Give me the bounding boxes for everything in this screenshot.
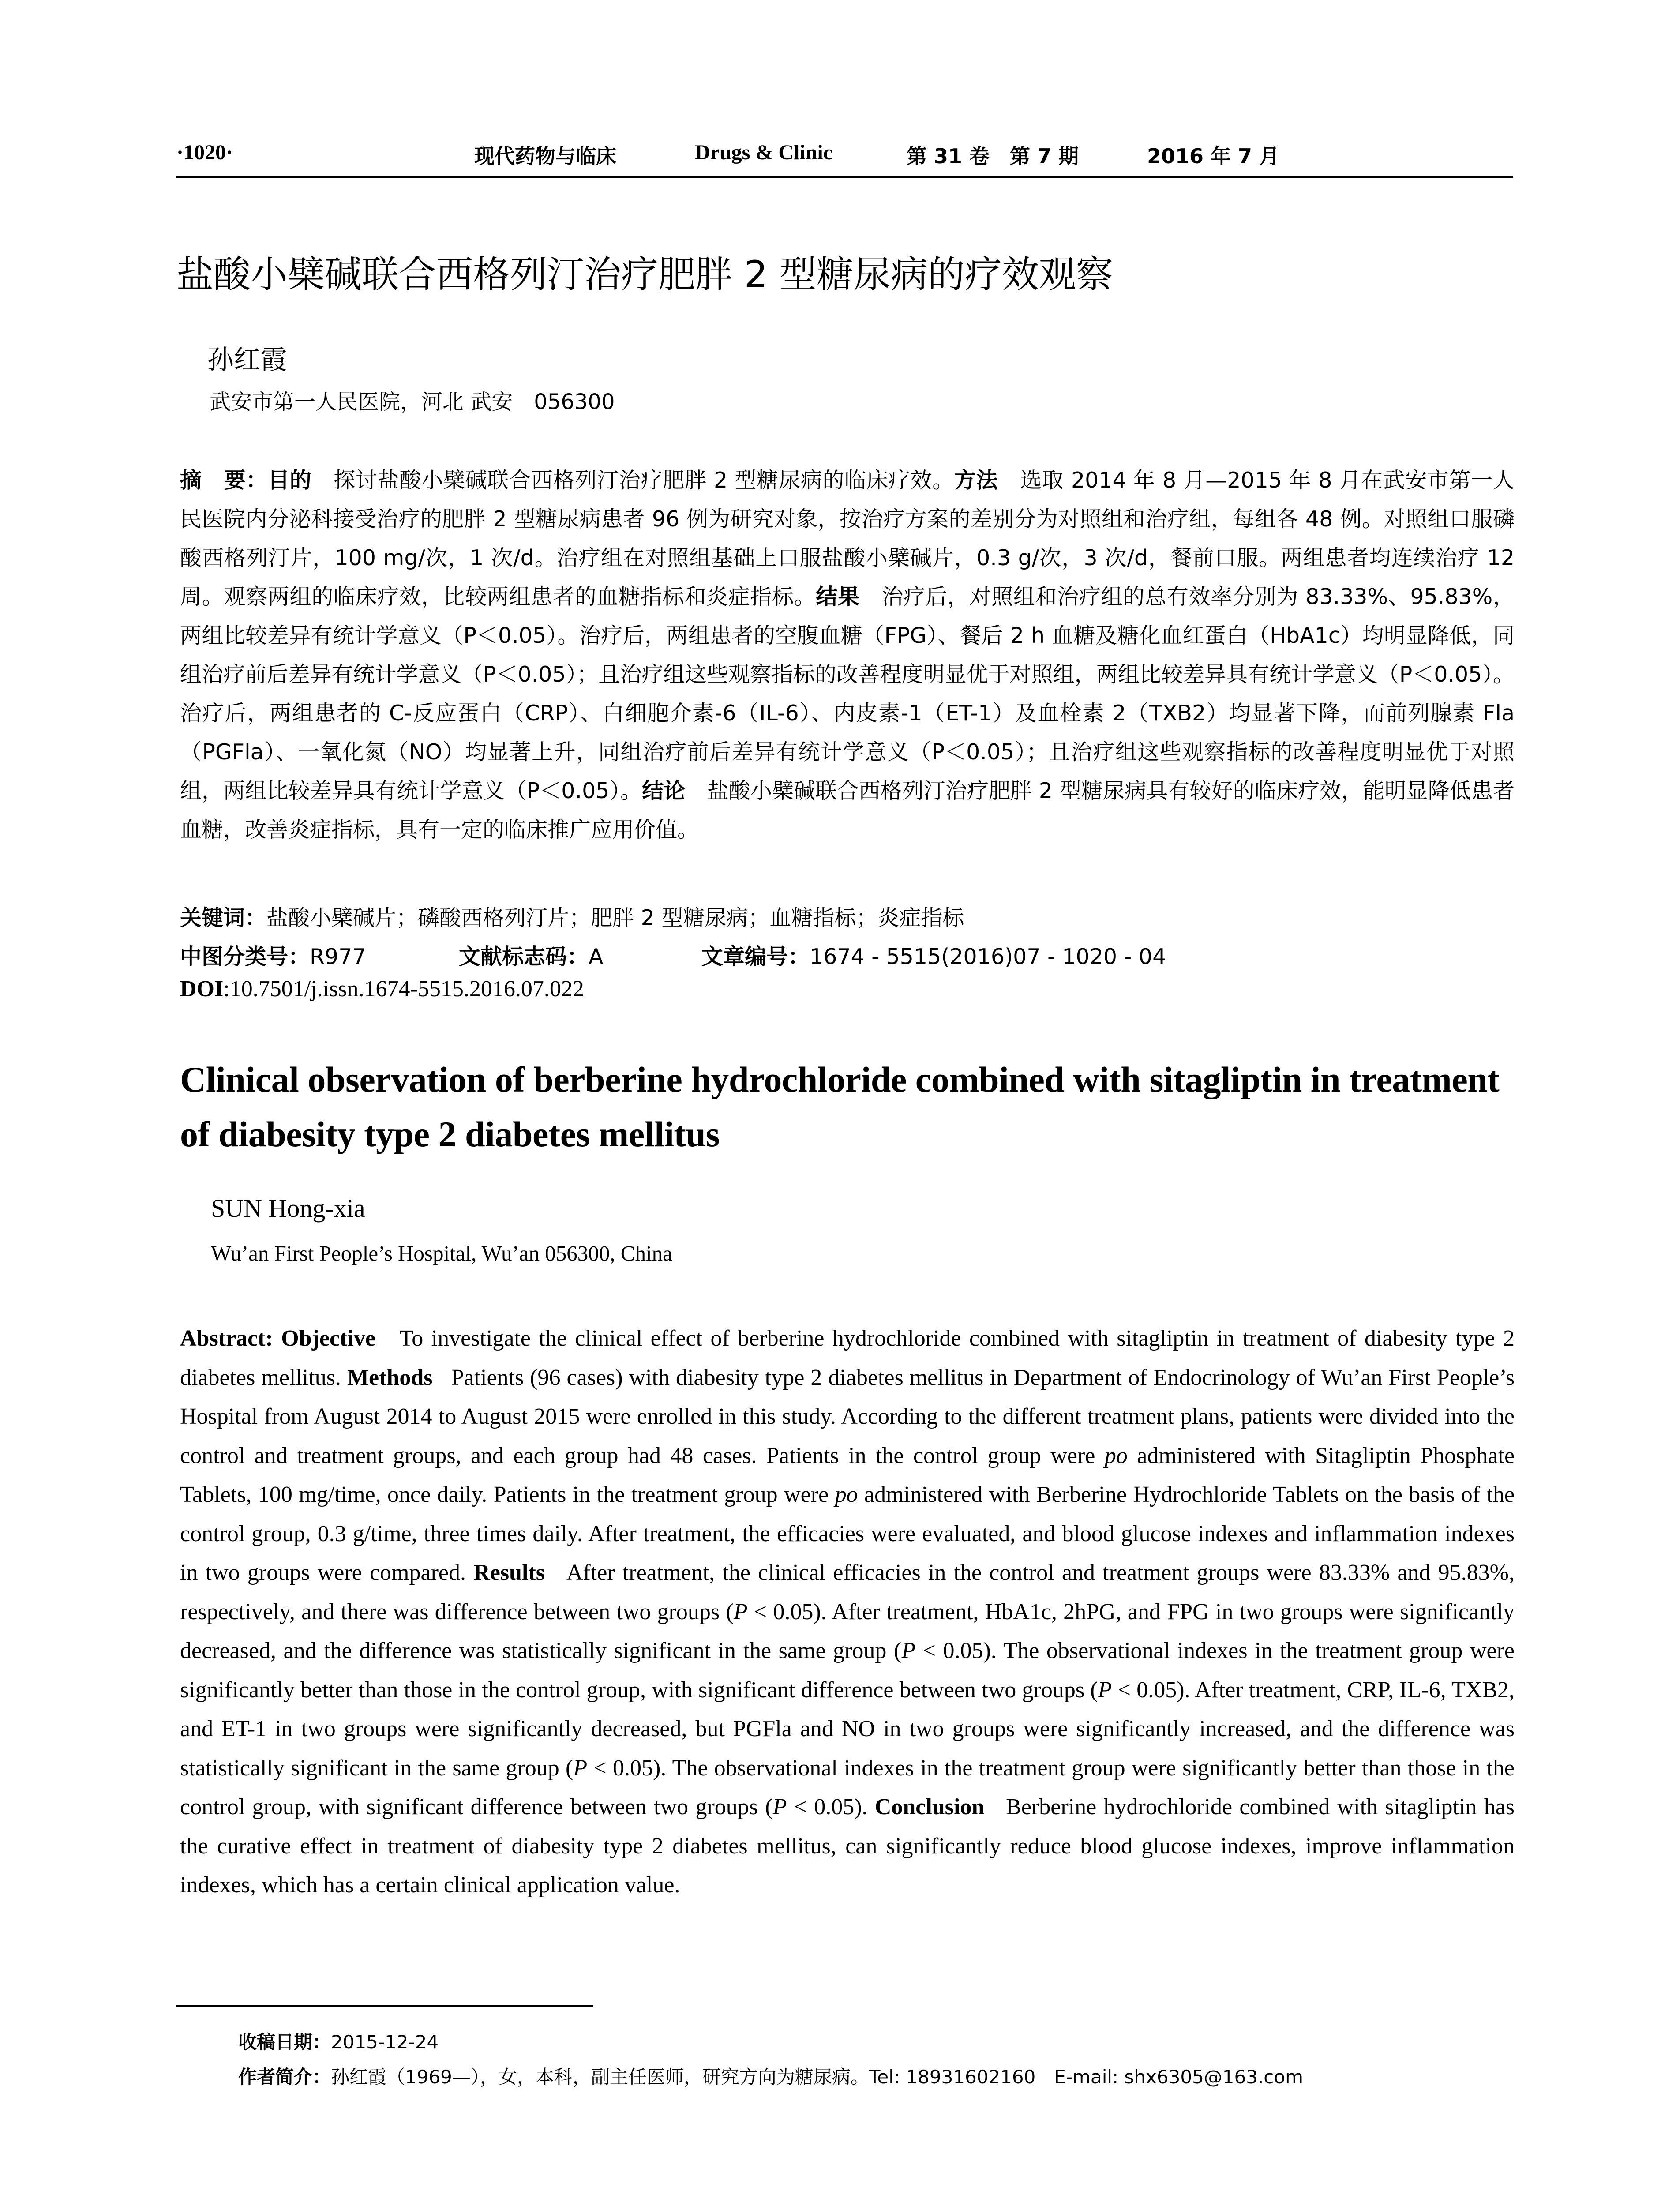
page-number: ·1020· bbox=[176, 141, 233, 164]
received-label: 收稿日期： bbox=[238, 2031, 331, 2053]
methods-en-3: administered with Berberine Hydrochloride Tablets on the basis of the control group, 0.3 g/time, three times daily. After treatment, the efficacies were evaluated, and blood glucose indexes and inflammation indexes in two groups were compared. bbox=[180, 1482, 1515, 1585]
p-value-1: P bbox=[733, 1599, 748, 1624]
methods-en-2: administered with Sitagliptin Phosphate Tablets, 100 mg/time, once daily. Patients in the treatment group were bbox=[180, 1443, 1515, 1507]
methods-label-en: Methods bbox=[347, 1365, 433, 1390]
article-title-en: Clinical observation of berberine hydrochloride combined with sitagliptin in treatment of diabesity type 2 diabetes mellitus bbox=[180, 1059, 1500, 1154]
abstract-label-en: Abstract: Objective bbox=[180, 1326, 375, 1351]
author-en: SUN Hong-xia bbox=[211, 1194, 365, 1223]
conclusion-label-cn: 结论 bbox=[642, 778, 686, 803]
affiliation-en: Wu’an First People’s Hospital, Wu’an 056300, China bbox=[211, 1241, 672, 1265]
author-bio-label: 作者简介： bbox=[238, 2066, 331, 2088]
methods-cn: 选取 2014 年 8 月—2015 年 8 月在武安市第一人民医院内分泌科接受治疗的肥胖 2 型糖尿病患者 96 例为研究对象，按治疗方案的差别分为对照组和治疗组，每组各 48 例。对照组口服磷酸西格列汀片，100 mg/次，1 次/d。治疗组在对照组基础上口服盐酸小檗碱片，0.3 g/次，3 次/d，餐前口服。两组患者均连续治疗 12 周。观察两组的临床疗效，比较两组患者的血糖指标和炎症指标。 bbox=[180, 468, 1515, 609]
article-no-value: 1674 - 5515(2016)07 - 1020 - 04 bbox=[810, 944, 1166, 969]
affiliation-cn: 武安市第一人民医院，河北 武安 056300 bbox=[210, 390, 615, 414]
footnote-rule bbox=[176, 2005, 593, 2007]
p-value-4: P bbox=[573, 1755, 588, 1781]
conclusion-cn: 盐酸小檗碱联合西格列汀治疗肥胖 2 型糖尿病具有较好的临床疗效，能明显降低患者血糖，改善炎症指标，具有一定的临床推广应用价值。 bbox=[180, 778, 1515, 842]
keywords-value-cn: 盐酸小檗碱片；磷酸西格列汀片；肥胖 2 型糖尿病；血糖指标；炎症指标 bbox=[266, 905, 964, 930]
doi-line bbox=[180, 976, 584, 1002]
objective-cn: 探讨盐酸小檗碱联合西格列汀治疗肥胖 2 型糖尿病的临床疗效。 bbox=[311, 468, 954, 493]
received-value: 2015-12-24 bbox=[331, 2031, 439, 2053]
results-en-6: < 0.05). bbox=[787, 1794, 868, 1820]
journal-name-cn: 现代药物与临床 bbox=[474, 144, 616, 168]
journal-name-en: Drugs & Clinic bbox=[695, 141, 832, 164]
doi-value: :10.7501/j.issn.1674-5515.2016.07.022 bbox=[223, 976, 584, 1002]
article-no-label: 文章编号： bbox=[701, 944, 810, 969]
author-bio bbox=[238, 2063, 1303, 2089]
doccode-line bbox=[459, 940, 604, 971]
abstract-cn bbox=[180, 461, 1515, 849]
results-cn: 治疗后，对照组和治疗组的总有效率分别为 83.33%、95.83%，两组比较差异有统计学意义（P＜0.05）。治疗后，两组患者的空腹血糖（FPG）、餐后 2 h 血糖及糖化血红蛋白（HbA1c）均明显降低，同组治疗前后差异有统计学意义（P＜0.05）；且治疗组这些观察指标的改善程度明显优于对照组，两组比较差异具有统计学意义（P＜0.05）。治疗后，两组患者的 C-反应蛋白（CRP）、白细胞介素-6（IL-6）、内皮素-1（ET-1）及血栓素 2（TXB2）均显著下降，而前列腺素 Fla（PGFla）、一氧化氮（NO）均显著上升，同组治疗前后差异有统计学意义（P＜0.05）；且治疗组这些观察指标的改善程度明显优于对照组，两组比较差异具有统计学意义（P＜0.05）。 bbox=[180, 584, 1515, 803]
clc-label: 中图分类号： bbox=[180, 944, 310, 969]
article-title-cn: 盐酸小檗碱联合西格列汀治疗肥胖 2 型糖尿病的疗效观察 bbox=[176, 253, 1113, 296]
results-en-3: < 0.05). The observational indexes in the treatment group were significantly better than those in the control group, with significant difference between two groups ( bbox=[180, 1638, 1515, 1703]
clc-value: R977 bbox=[310, 944, 366, 969]
doccode-label: 文献标志码： bbox=[459, 944, 589, 969]
results-en-5: < 0.05). The observational indexes in the treatment group were significantly better than those in the control group, with significant difference between two groups ( bbox=[180, 1755, 1515, 1820]
abstract-label-cn: 摘 要： bbox=[180, 468, 268, 493]
keywords-cn bbox=[180, 901, 964, 932]
po-term-1: po bbox=[1104, 1443, 1128, 1468]
conclusion-en: Berberine hydrochloride combined with sitagliptin has the curative effect in treatment of diabesity type 2 diabetes mellitus, can significantly reduce blood glucose indexes, improve inflammation indexes, which has a certain clinical application value. bbox=[180, 1794, 1515, 1898]
classification-line bbox=[180, 940, 366, 971]
results-en-1: After treatment, the clinical efficacies in the control and treatment groups were 83.33% and 95.83%, respectively, and there was difference between two groups ( bbox=[180, 1560, 1515, 1624]
objective-en: To investigate the clinical effect of berberine hydrochloride combined with sitagliptin in treatment of diabesity type 2 diabetes mellitus. bbox=[180, 1326, 1515, 1390]
conclusion-label-en: Conclusion bbox=[874, 1794, 985, 1820]
p-value-3: P bbox=[1098, 1677, 1112, 1703]
results-label-cn: 结果 bbox=[816, 584, 860, 609]
objective-label-cn: 目的 bbox=[267, 468, 312, 493]
received-date bbox=[238, 2028, 439, 2054]
p-value-5: P bbox=[772, 1794, 787, 1820]
p-value-2: P bbox=[901, 1638, 916, 1663]
header-rule bbox=[176, 176, 1513, 178]
abstract-en bbox=[180, 1319, 1515, 1905]
issue-date: 2016 年 7 月 bbox=[1147, 144, 1280, 168]
article-no-line bbox=[701, 940, 1166, 971]
po-term-2: po bbox=[835, 1482, 858, 1507]
doi-label: DOI bbox=[180, 976, 224, 1002]
keywords-label-cn: 关键词： bbox=[180, 905, 267, 930]
results-label-en: Results bbox=[473, 1560, 545, 1585]
volume-issue: 第 31 卷 第 7 期 bbox=[907, 144, 1079, 168]
methods-en-1: Patients (96 cases) with diabesity type 2 diabetes mellitus in Department of Endocrinology of Wu’an First People’s Hospital from August 2014 to August 2015 were enrolled in this study. According to the different treatment plans, patients were divided into the control and treatment groups, and each group had 48 cases. Patients in the control group were bbox=[180, 1365, 1515, 1468]
author-cn: 孙红霞 bbox=[207, 345, 287, 375]
methods-label-cn: 方法 bbox=[954, 468, 998, 493]
results-en-4: < 0.05). After treatment, CRP, IL-6, TXB2, and ET-1 in two groups were significantly decreased, but PGFla and NO in two groups were significantly increased, and the difference was statistically significant in the same group ( bbox=[180, 1677, 1515, 1781]
author-bio-value: 孙红霞（1969—），女，本科，副主任医师，研究方向为糖尿病。Tel: 18931602160 E-mail: shx6305@163.com bbox=[331, 2066, 1304, 2088]
doccode-value: A bbox=[589, 944, 604, 969]
results-en-2: < 0.05). After treatment, HbA1c, 2hPG, and FPG in two groups were significantly decreased, and the difference was statistically significant in the same group ( bbox=[180, 1599, 1515, 1663]
